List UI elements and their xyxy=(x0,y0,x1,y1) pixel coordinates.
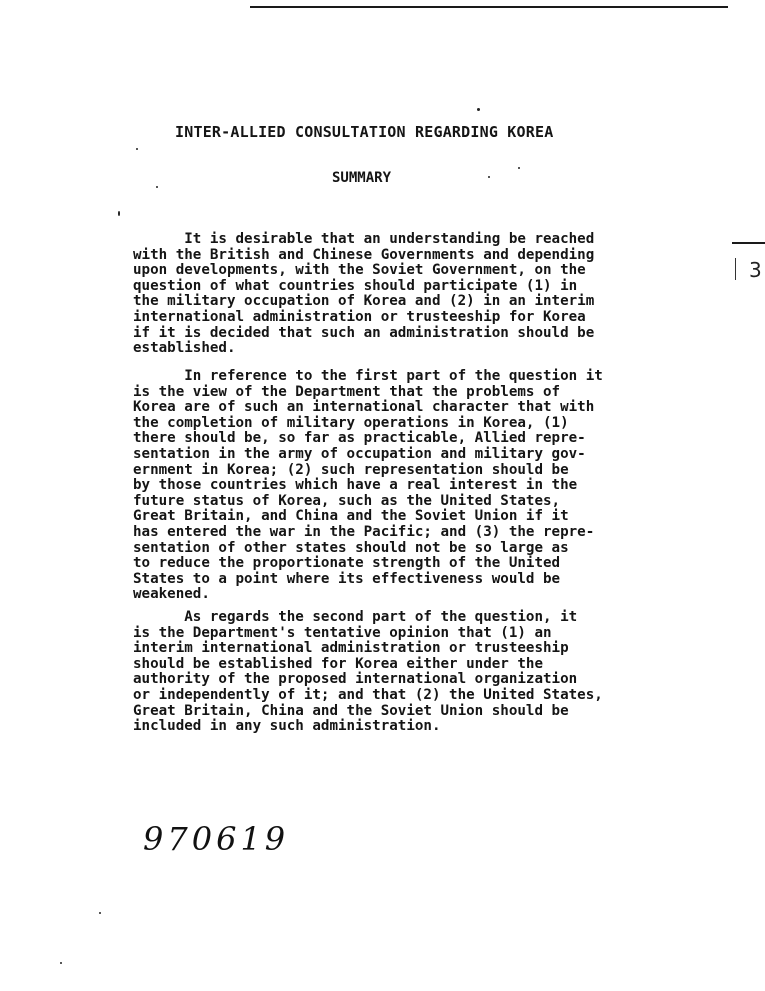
document-subtitle: SUMMARY xyxy=(332,170,392,186)
paragraph-line: interim international administration or trusteeship xyxy=(133,640,569,657)
scan-speck xyxy=(136,148,138,150)
scan-speck xyxy=(99,912,101,914)
paragraph-line: with the British and Chinese Governments and depending xyxy=(133,246,595,263)
margin-tick xyxy=(735,258,736,280)
margin-page-mark: 3 xyxy=(749,258,762,282)
paragraph-line: weakened. xyxy=(133,586,210,603)
paragraph-line: upon developments, with the Soviet Government, on the xyxy=(133,262,586,279)
paragraph-line: the military occupation of Korea and (2) in an interim xyxy=(133,293,595,310)
paragraph-line: if it is decided that such an administration should be xyxy=(133,324,595,341)
paragraph-line: international administration or trusteeship for Korea xyxy=(133,308,586,325)
paragraph-line: by those countries which have a real interest in the xyxy=(133,477,578,494)
scan-speck xyxy=(118,211,120,216)
paragraph-line: ernment in Korea; (2) such representation should be xyxy=(133,461,569,478)
paragraph-1 xyxy=(133,232,643,357)
paragraph-line: to reduce the proportionate strength of the United xyxy=(133,555,561,572)
paragraph-line: is the Department's tentative opinion that (1) an xyxy=(133,624,552,641)
paragraph-line: future status of Korea, such as the United States, xyxy=(133,492,561,509)
paragraph-line: or independently of it; and that (2) the United States, xyxy=(133,686,603,703)
paragraph-line: the completion of military operations in Korea, (1) xyxy=(133,414,569,431)
handwritten-file-number: 970619 xyxy=(143,820,290,858)
paragraph-line: there should be, so far as practicable, Allied repre- xyxy=(133,430,586,447)
paragraph-line: Korea are of such an international character that with xyxy=(133,399,595,416)
paragraph-line: authority of the proposed international organization xyxy=(133,671,578,688)
paragraph-line: should be established for Korea either under the xyxy=(133,655,543,672)
paragraph-line: established. xyxy=(133,340,236,357)
scan-speck xyxy=(477,108,480,111)
paragraph-line: As regards the second part of the question, it xyxy=(133,609,578,625)
paragraph-line: is the view of the Department that the problems of xyxy=(133,383,561,400)
paragraph-line: has entered the war in the Pacific; and (3) the repre- xyxy=(133,523,595,540)
document-title: INTER-ALLIED CONSULTATION REGARDING KOREA xyxy=(175,123,554,141)
paragraph-line: Great Britain, and China and the Soviet Union if it xyxy=(133,508,569,525)
scan-speck xyxy=(488,176,490,178)
paragraph-line: sentation in the army of occupation and military gov- xyxy=(133,445,586,462)
paragraph-3 xyxy=(133,610,643,735)
paragraph-line: States to a point where its effectiveness would be xyxy=(133,570,561,587)
paragraph-line: sentation of other states should not be so large as xyxy=(133,539,569,556)
paragraph-2 xyxy=(133,369,643,603)
paragraph-line: It is desirable that an understanding be reached xyxy=(133,231,595,247)
scan-speck xyxy=(518,167,520,169)
top-rule xyxy=(250,6,728,8)
paragraph-line: question of what countries should participate (1) in xyxy=(133,277,578,294)
paragraph-line: Great Britain, China and the Soviet Union should be xyxy=(133,702,569,719)
margin-rule xyxy=(732,242,765,244)
paragraph-line: In reference to the first part of the question it xyxy=(133,368,603,384)
scan-speck xyxy=(156,186,158,188)
paragraph-line: included in any such administration. xyxy=(133,718,441,735)
scan-speck xyxy=(60,962,62,964)
